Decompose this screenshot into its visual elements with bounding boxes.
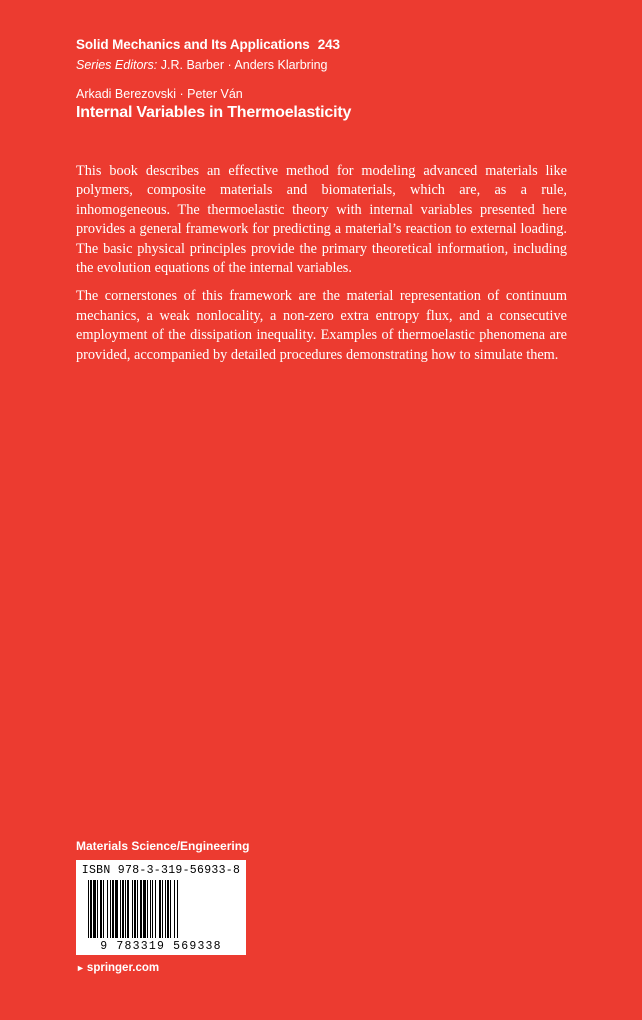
isbn-barcode: [76, 860, 246, 955]
series-editors: J.R. Barber · Anders Klarbring: [160, 58, 328, 72]
book-description: [76, 162, 567, 374]
series-editors-line: [76, 56, 596, 74]
barcode-bars: [88, 880, 234, 938]
subject-category: Materials Science/Engineering: [76, 839, 250, 853]
description-paragraph: The cornerstones of this framework are the material representation of continuum mechanics, a weak nonlocality, a non-zero extra entropy flux, and a consecutive employment of the dissipation inequality. Examples of thermoelastic phenomena are provided, accompanied by detailed procedures demonstrating how to simulate them.: [76, 288, 567, 363]
arrow-right-icon: ►: [76, 963, 85, 973]
isbn-label: ISBN 978-3-319-56933-8: [81, 864, 241, 877]
series-header: [76, 36, 596, 123]
series-name: Solid Mechanics and Its Applications: [76, 37, 310, 52]
description-paragraph: This book describes an effective method for modeling advanced materials like polymers, composite materials and biomaterials, which are, as a rule, inhomogeneous. The thermoelastic theory with internal variables presented here provides a general framework for predicting a material’s reaction to external loading. The basic physical principles provide the primary theoretical information, including the evolution equations of the internal variables.: [76, 163, 567, 277]
series-title-line: [76, 36, 596, 54]
barcode-digits: 9 783319 569338: [100, 940, 222, 953]
book-authors: Arkadi Berezovski · Peter Ván: [76, 87, 243, 101]
series-volume: 243: [317, 37, 340, 52]
publisher-url: springer.com: [86, 962, 160, 974]
publisher-website[interactable]: [76, 962, 159, 974]
book-title: Internal Variables in Thermoelasticity: [76, 104, 352, 121]
series-editors-label: Series Editors:: [76, 58, 158, 72]
